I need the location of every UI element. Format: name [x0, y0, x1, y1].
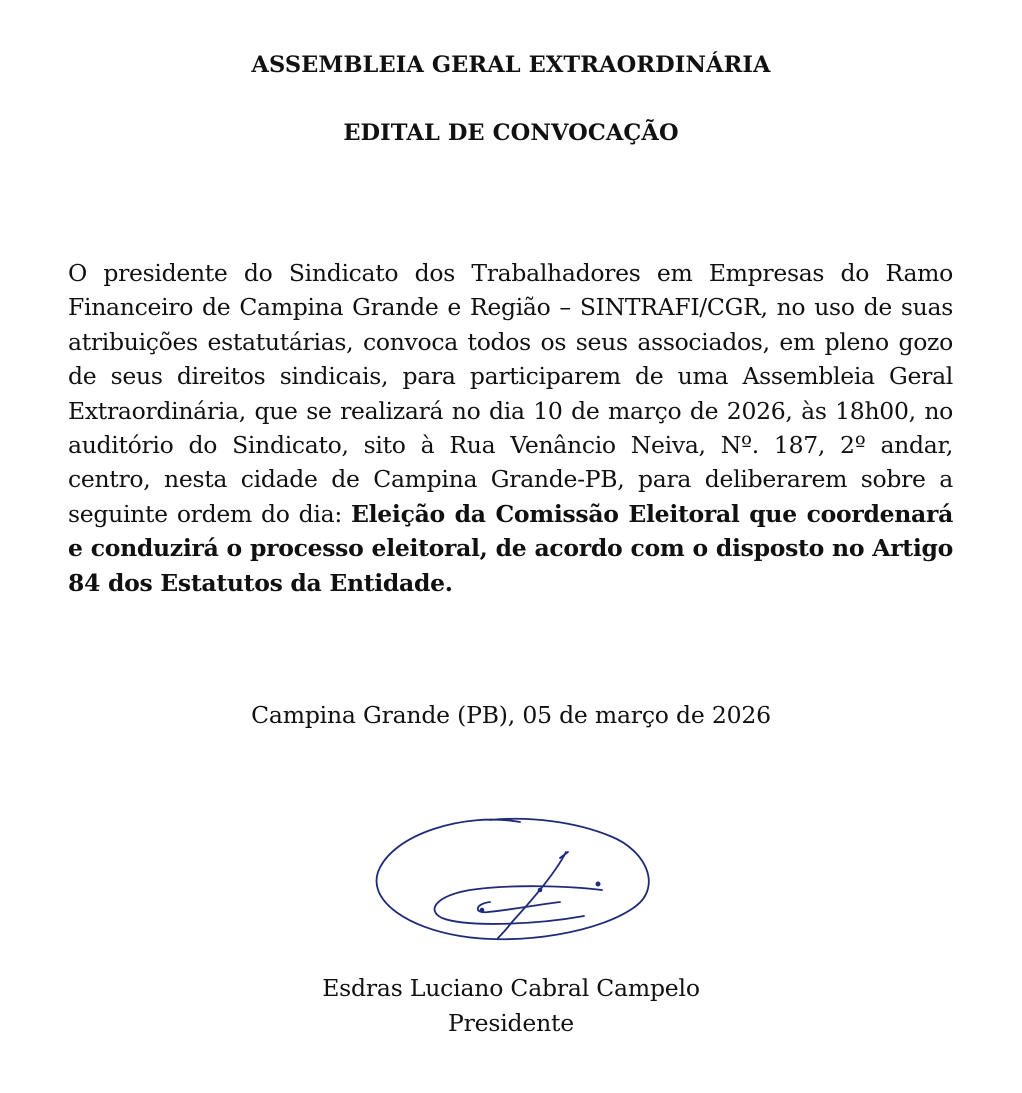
- date-line: Campina Grande (PB), 05 de março de 2026: [251, 701, 771, 729]
- signature-dot-1: [596, 882, 599, 885]
- signature-stroke: [498, 852, 566, 938]
- signature-dot-3: [481, 909, 484, 912]
- agenda-text: Eleição da Comissão Eleitoral que coordenará e conduzirá o processo eleitoral, de acordo com o disposto no Artigo 84 dos Estatutos da Entidade.: [68, 499, 953, 597]
- convocation-text: O presidente do Sindicato dos Trabalhadores em Empresas do Ramo Financeiro de Campina Grande e Região – SINTRAFI/CGR, no uso de suas atribuições estatutárias, convoca todos os seus associados, em pleno gozo de seus direitos sindicais, para participarem de uma Assembleia Geral Extraordinária, que se realizará no dia 10 de março de 2026, às 18h00, no auditório do Sindicato, sito à Rua Venâncio Neiva, Nº. 187, 2º andar, centro, nesta cidade de Campina Grande-PB, para deliberarem sobre a seguinte ordem do dia:: [68, 259, 953, 528]
- signature-inner-curve: [478, 902, 560, 912]
- signature-dot-2: [539, 889, 542, 892]
- signer-name: Esdras Luciano Cabral Campelo: [322, 974, 700, 1002]
- handwritten-signature: [370, 806, 650, 956]
- convocation-paragraph: [68, 256, 953, 600]
- document-subtitle: EDITAL DE CONVOCAÇÃO: [343, 120, 679, 146]
- signature-inner-loop: [435, 886, 602, 924]
- signer-role: Presidente: [448, 1009, 574, 1037]
- document-title: ASSEMBLEIA GERAL EXTRAORDINÁRIA: [251, 52, 771, 78]
